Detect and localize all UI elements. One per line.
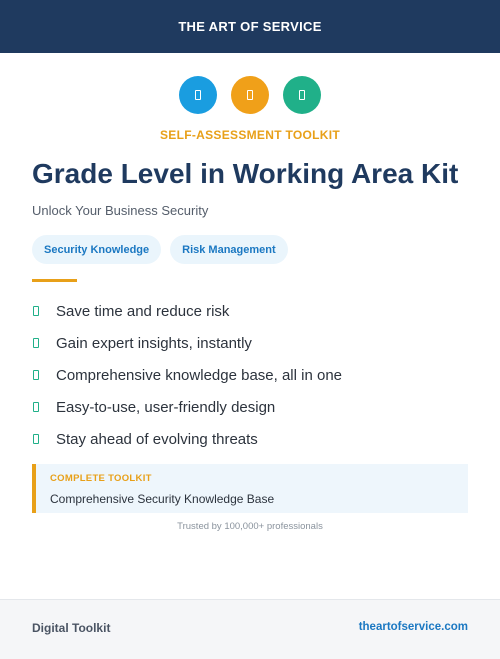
icon-row <box>0 76 500 114</box>
check-icon <box>33 370 39 380</box>
feature-item <box>32 295 342 327</box>
brand-name: THE ART OF SERVICE <box>178 19 322 34</box>
orange-icon <box>231 76 269 114</box>
callout-label: COMPLETE TOOLKIT <box>50 473 152 484</box>
header-bar <box>0 0 500 53</box>
check-icon <box>33 434 39 444</box>
tag-security-knowledge: Security Knowledge <box>32 235 161 264</box>
tag-list <box>32 235 288 264</box>
feature-item <box>32 391 342 423</box>
feature-text: Comprehensive knowledge base, all in one <box>56 366 343 384</box>
check-icon <box>33 402 39 412</box>
eyebrow-label: SELF-ASSESSMENT TOOLKIT <box>159 128 341 142</box>
page-subtitle: Unlock Your Business Security <box>32 203 209 218</box>
accent-divider <box>32 279 77 282</box>
feature-list <box>32 295 342 455</box>
blue-icon <box>179 76 217 114</box>
check-icon <box>33 306 39 316</box>
complete-toolkit-callout <box>32 464 468 513</box>
website-link[interactable]: theartofservice.com <box>358 621 468 633</box>
feature-text: Gain expert insights, instantly <box>56 334 252 352</box>
feature-item <box>32 423 342 455</box>
feature-text: Save time and reduce risk <box>56 302 230 320</box>
feature-item <box>32 327 342 359</box>
feature-item <box>32 359 342 391</box>
check-icon <box>33 338 39 348</box>
page-title: Grade Level in Working Area Kit <box>32 158 459 189</box>
callout-value: Comprehensive Security Knowledge Base <box>50 492 275 506</box>
footer-label: Digital Toolkit <box>32 621 111 635</box>
feature-text: Stay ahead of evolving threats <box>56 430 258 448</box>
footer <box>0 599 500 659</box>
trusted-note: Trusted by 100,000+ professionals <box>177 521 323 532</box>
feature-text: Easy-to-use, user-friendly design <box>56 398 276 416</box>
green-icon <box>283 76 321 114</box>
tag-risk-management: Risk Management <box>170 235 288 264</box>
